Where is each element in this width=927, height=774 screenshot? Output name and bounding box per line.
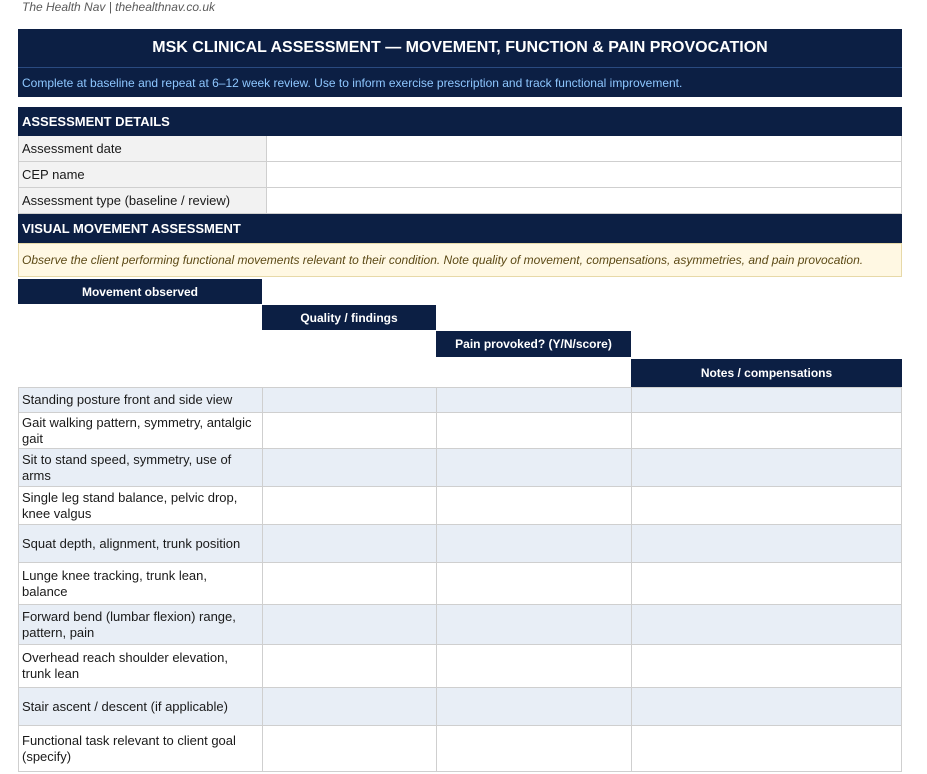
quality-cell[interactable] bbox=[263, 487, 437, 524]
col-header-quality: Quality / findings bbox=[262, 305, 436, 330]
notes-cell[interactable] bbox=[632, 688, 901, 725]
table-row bbox=[18, 688, 902, 726]
assessment-type-field[interactable] bbox=[267, 188, 901, 213]
col-header-pain: Pain provoked? (Y/N/score) bbox=[436, 331, 631, 357]
table-row bbox=[18, 387, 902, 413]
notes-cell[interactable] bbox=[632, 413, 901, 448]
quality-cell[interactable] bbox=[263, 525, 437, 562]
notes-cell[interactable] bbox=[632, 388, 901, 412]
pain-cell[interactable] bbox=[437, 605, 632, 644]
pain-cell[interactable] bbox=[437, 563, 632, 604]
pain-cell[interactable] bbox=[437, 413, 632, 448]
table-row bbox=[18, 726, 902, 772]
pain-cell[interactable] bbox=[437, 688, 632, 725]
page-subtitle: Complete at baseline and repeat at 6–12 week review. Use to inform exercise prescription and track functional improvement. bbox=[18, 67, 902, 97]
instruction-note: Observe the client performing functional movements relevant to their condition. Note quality of movement, compensations, asymmetries, and pain provocation. bbox=[18, 243, 902, 277]
pain-cell[interactable] bbox=[437, 726, 632, 771]
movement-label: Sit to stand speed, symmetry, use of arms bbox=[19, 449, 263, 486]
col-header-movement: Movement observed bbox=[18, 279, 262, 304]
quality-cell[interactable] bbox=[263, 388, 437, 412]
col-header-notes: Notes / compensations bbox=[631, 359, 902, 387]
pain-cell[interactable] bbox=[437, 388, 632, 412]
quality-cell[interactable] bbox=[263, 605, 437, 644]
notes-cell[interactable] bbox=[632, 449, 901, 486]
detail-label: Assessment type (baseline / review) bbox=[19, 188, 267, 213]
quality-cell[interactable] bbox=[263, 688, 437, 725]
movement-label: Lunge knee tracking, trunk lean, balance bbox=[19, 563, 263, 604]
detail-row-type bbox=[18, 188, 902, 214]
movement-label: Gait walking pattern, symmetry, antalgic gait bbox=[19, 413, 263, 448]
notes-cell[interactable] bbox=[632, 563, 901, 604]
quality-cell[interactable] bbox=[263, 413, 437, 448]
table-row bbox=[18, 449, 902, 487]
pain-cell[interactable] bbox=[437, 449, 632, 486]
notes-cell[interactable] bbox=[632, 605, 901, 644]
quality-cell[interactable] bbox=[263, 645, 437, 687]
detail-row-date bbox=[18, 136, 902, 162]
page-title: MSK CLINICAL ASSESSMENT — MOVEMENT, FUNCTION & PAIN PROVOCATION bbox=[18, 29, 902, 67]
table-row bbox=[18, 525, 902, 563]
pain-cell[interactable] bbox=[437, 487, 632, 524]
table-row bbox=[18, 605, 902, 645]
notes-cell[interactable] bbox=[632, 525, 901, 562]
movement-label: Stair ascent / descent (if applicable) bbox=[19, 688, 263, 725]
assessment-details-heading: ASSESSMENT DETAILS bbox=[18, 107, 902, 136]
movement-label: Functional task relevant to client goal (specify) bbox=[19, 726, 263, 771]
notes-cell[interactable] bbox=[632, 726, 901, 771]
table-row bbox=[18, 413, 902, 449]
brand-header: The Health Nav | thehealthnav.co.uk bbox=[22, 0, 216, 14]
movement-label: Squat depth, alignment, trunk position bbox=[19, 525, 263, 562]
table-row bbox=[18, 487, 902, 525]
pain-cell[interactable] bbox=[437, 525, 632, 562]
quality-cell[interactable] bbox=[263, 726, 437, 771]
cep-name-field[interactable] bbox=[267, 162, 901, 187]
quality-cell[interactable] bbox=[263, 449, 437, 486]
quality-cell[interactable] bbox=[263, 563, 437, 604]
movement-label: Overhead reach shoulder elevation, trunk lean bbox=[19, 645, 263, 687]
notes-cell[interactable] bbox=[632, 645, 901, 687]
table-row bbox=[18, 645, 902, 688]
movement-label: Standing posture front and side view bbox=[19, 388, 263, 412]
assessment-date-field[interactable] bbox=[267, 136, 901, 161]
movement-label: Single leg stand balance, pelvic drop, knee valgus bbox=[19, 487, 263, 524]
visual-assessment-heading: VISUAL MOVEMENT ASSESSMENT bbox=[18, 214, 902, 243]
detail-label: CEP name bbox=[19, 162, 267, 187]
pain-cell[interactable] bbox=[437, 645, 632, 687]
detail-label: Assessment date bbox=[19, 136, 267, 161]
movement-label: Forward bend (lumbar flexion) range, pattern, pain bbox=[19, 605, 263, 644]
table-row bbox=[18, 563, 902, 605]
notes-cell[interactable] bbox=[632, 487, 901, 524]
detail-row-cep bbox=[18, 162, 902, 188]
